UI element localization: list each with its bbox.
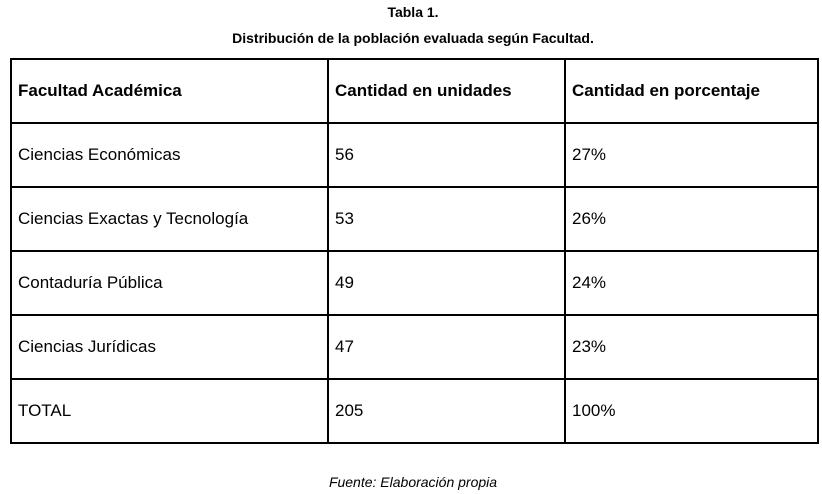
- table-row: [11, 315, 818, 379]
- header-cantidad-unidades: Cantidad en unidades: [328, 59, 565, 123]
- table-number: Tabla 1.: [387, 4, 439, 20]
- cell-porcentaje: 26%: [565, 187, 818, 251]
- cell-total-porcentaje: 100%: [565, 379, 818, 443]
- cell-unidades: 53: [328, 187, 565, 251]
- cell-facultad: Contaduría Pública: [11, 251, 328, 315]
- data-table: [10, 58, 819, 444]
- cell-facultad: Ciencias Jurídicas: [11, 315, 328, 379]
- cell-total-unidades: 205: [328, 379, 565, 443]
- cell-porcentaje: 24%: [565, 251, 818, 315]
- table-row: [11, 251, 818, 315]
- table-header-row: [11, 59, 818, 123]
- table-total-row: [11, 379, 818, 443]
- cell-porcentaje: 27%: [565, 123, 818, 187]
- cell-facultad: Ciencias Exactas y Tecnología: [11, 187, 328, 251]
- header-facultad: Facultad Académica: [11, 59, 328, 123]
- cell-total-label: TOTAL: [11, 379, 328, 443]
- cell-unidades: 56: [328, 123, 565, 187]
- cell-unidades: 47: [328, 315, 565, 379]
- cell-facultad: Ciencias Económicas: [11, 123, 328, 187]
- table-row: [11, 123, 818, 187]
- header-cantidad-porcentaje: Cantidad en porcentaje: [565, 59, 818, 123]
- table-row: [11, 187, 818, 251]
- cell-porcentaje: 23%: [565, 315, 818, 379]
- cell-unidades: 49: [328, 251, 565, 315]
- table-title: Distribución de la población evaluada según Facultad.: [232, 30, 594, 46]
- source-note: Fuente: Elaboración propia: [328, 474, 498, 490]
